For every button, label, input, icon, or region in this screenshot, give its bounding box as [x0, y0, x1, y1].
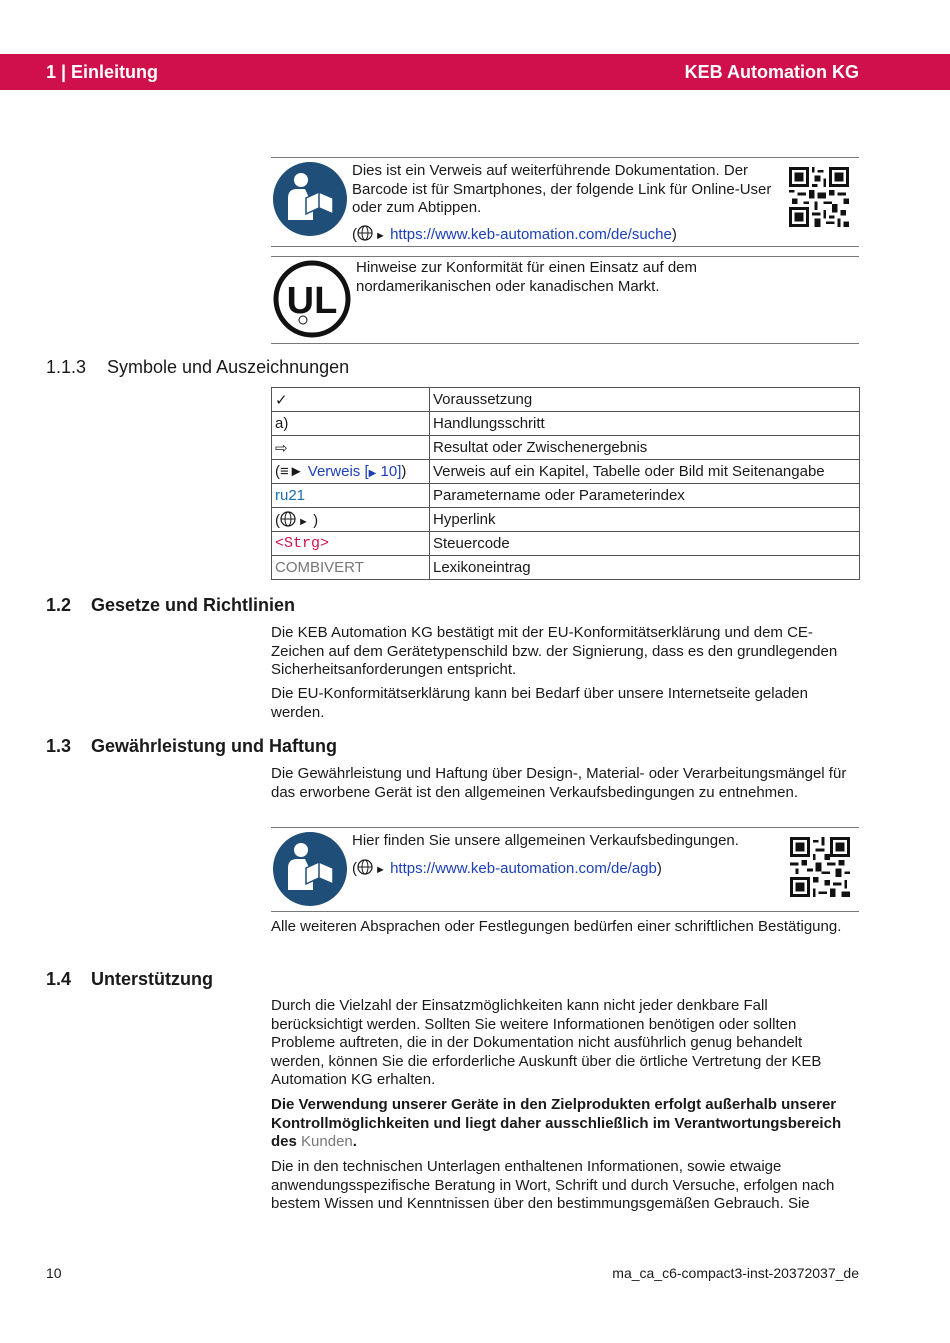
qr-code-icon [790, 837, 850, 897]
info-link-line: ( ► https://www.keb-automation.com/de/suche) [352, 226, 677, 243]
svg-text:UL: UL [286, 280, 338, 322]
symbol-cell: ⇨ [272, 436, 430, 460]
ul-logo-icon [273, 260, 351, 338]
control-code-cell: <Strg> [272, 532, 430, 556]
parameter-name-cell: ru21 [272, 484, 430, 508]
search-link[interactable]: https://www.keb-automation.com/de/suche [390, 226, 672, 243]
paragraph: Die KEB Automation KG bestätigt mit der EU-Konformitätserklärung und dem CE-Zeichen auf dem Gerätetypenschild bzw. der Signierung, dass es den grundlegenden Sicherheitsanforderungen entspricht. [271, 624, 838, 678]
terms-text: Hier finden Sie unsere allgemeinen Verkaufsbedingungen. [352, 832, 739, 849]
document-id: ma_ca_c6-compact3-inst-20372037_de [612, 1265, 859, 1281]
meaning-cell: Steuercode [430, 532, 860, 556]
ul-conformity-box [271, 256, 859, 344]
section-heading-1-3: 1.3 Gewährleistung und Haftung [46, 736, 337, 756]
read-manual-icon [273, 162, 347, 236]
meaning-cell: Parametername oder Parameterindex [430, 484, 860, 508]
symbol-cell: (≡► Verweis [▶ 10]) [272, 460, 430, 484]
page-header [0, 54, 950, 90]
ul-text: Hinweise zur Konformität für einen Einsatz auf dem nordamerikanischen oder kanadischen Markt. [356, 259, 697, 295]
table-row [272, 388, 860, 412]
paragraph: Die in den technischen Unterlagen enthaltenen Informationen, sowie etwaige anwendungsspezifische Beratung in Wort, Schrift und durch Versuche, erfolgen nach bestem Wissen und Kenntnissen über den bestimmungsgemäßen Gebrauch. Sie [271, 1158, 835, 1212]
paragraph-bold: Die Verwendung unserer Geräte in den Zielprodukten erfolgt außerhalb unserer Kontrollmöglichkeiten und liegt daher ausschließlich im Verantwortungsbereich des Kunden. [271, 1096, 842, 1150]
qr-code-icon [789, 167, 849, 227]
paragraph: Die EU-Konformitätserklärung kann bei Bedarf über unsere Internetseite geladen werden. [271, 685, 808, 721]
lexicon-entry-cell: COMBIVERT [272, 556, 430, 580]
info-box-terms [271, 827, 859, 912]
document-ref-icon: ≡► [280, 463, 304, 480]
table-row [272, 460, 860, 484]
table-row [272, 412, 860, 436]
symbol-cell: a) [272, 412, 430, 436]
table-row [272, 484, 860, 508]
info-text: Dies ist ein Verweis auf weiterführende Dokumentation. Der Barcode ist für Smartphones, der folgende Link für Online-User oder zum Abtippen. [352, 162, 772, 216]
section-heading-1-2: 1.2 Gesetze und Richtlinien [46, 595, 296, 615]
arrow-right-icon: ► [375, 230, 386, 242]
meaning-cell: Voraussetzung [430, 388, 860, 412]
section-heading-1-4: 1.4 Unterstützung [46, 969, 213, 989]
arrow-right-icon: ► [298, 515, 309, 528]
section-heading-1-1-3: 1.1.3 Symbole und Auszeichnungen [46, 357, 350, 377]
symbol-cell: ✓ [272, 388, 430, 412]
meaning-cell: Lexikoneintrag [430, 556, 860, 580]
lexicon-term[interactable]: Kunden [301, 1133, 353, 1150]
chapter-title: 1 | Einleitung [46, 62, 159, 82]
table-row [272, 556, 860, 580]
symbols-table [271, 387, 860, 580]
table-row [272, 508, 860, 532]
reference-link[interactable]: Verweis [307, 463, 361, 480]
arrow-right-icon: ► [375, 864, 386, 876]
paragraph: Die Gewährleistung und Haftung über Design-, Material- oder Verarbeitungsmängel für das erworbene Gerät ist den allgemeinen Verkaufsbedingungen zu entnehmen. [271, 765, 847, 801]
meaning-cell: Resultat oder Zwischenergebnis [430, 436, 860, 460]
symbol-cell: ( ► ) [272, 508, 430, 532]
terms-link[interactable]: https://www.keb-automation.com/de/agb [390, 860, 657, 877]
table-row [272, 532, 860, 556]
meaning-cell: Handlungsschritt [430, 412, 860, 436]
terms-link-line: ( ► https://www.keb-automation.com/de/agb) [352, 860, 662, 877]
meaning-cell: Verweis auf ein Kapitel, Tabelle oder Bild mit Seitenangabe [430, 460, 860, 484]
table-row [272, 436, 860, 460]
info-box-documentation [271, 157, 859, 247]
globe-icon [357, 225, 375, 241]
paragraph: Durch die Vielzahl der Einsatzmöglichkeiten kann nicht jeder denkbare Fall berücksichtigt werden. Sollten Sie weitere Informationen benötigen oder sollten Probleme auftreten, die in der Dokumentation nicht ausführlich genug behandelt werden, können Sie die erforderliche Auskunft über die örtliche Vertretung der KEB Automation KG erhalten. [271, 997, 822, 1088]
company-name: KEB Automation KG [684, 62, 859, 82]
paragraph: Alle weiteren Absprachen oder Festlegungen bedürfen einer schriftlichen Bestätigung. [271, 918, 842, 935]
globe-icon [280, 511, 298, 527]
read-manual-icon [273, 832, 347, 906]
globe-icon [357, 859, 375, 875]
page-number: 10 [46, 1265, 62, 1281]
meaning-cell: Hyperlink [430, 508, 860, 532]
